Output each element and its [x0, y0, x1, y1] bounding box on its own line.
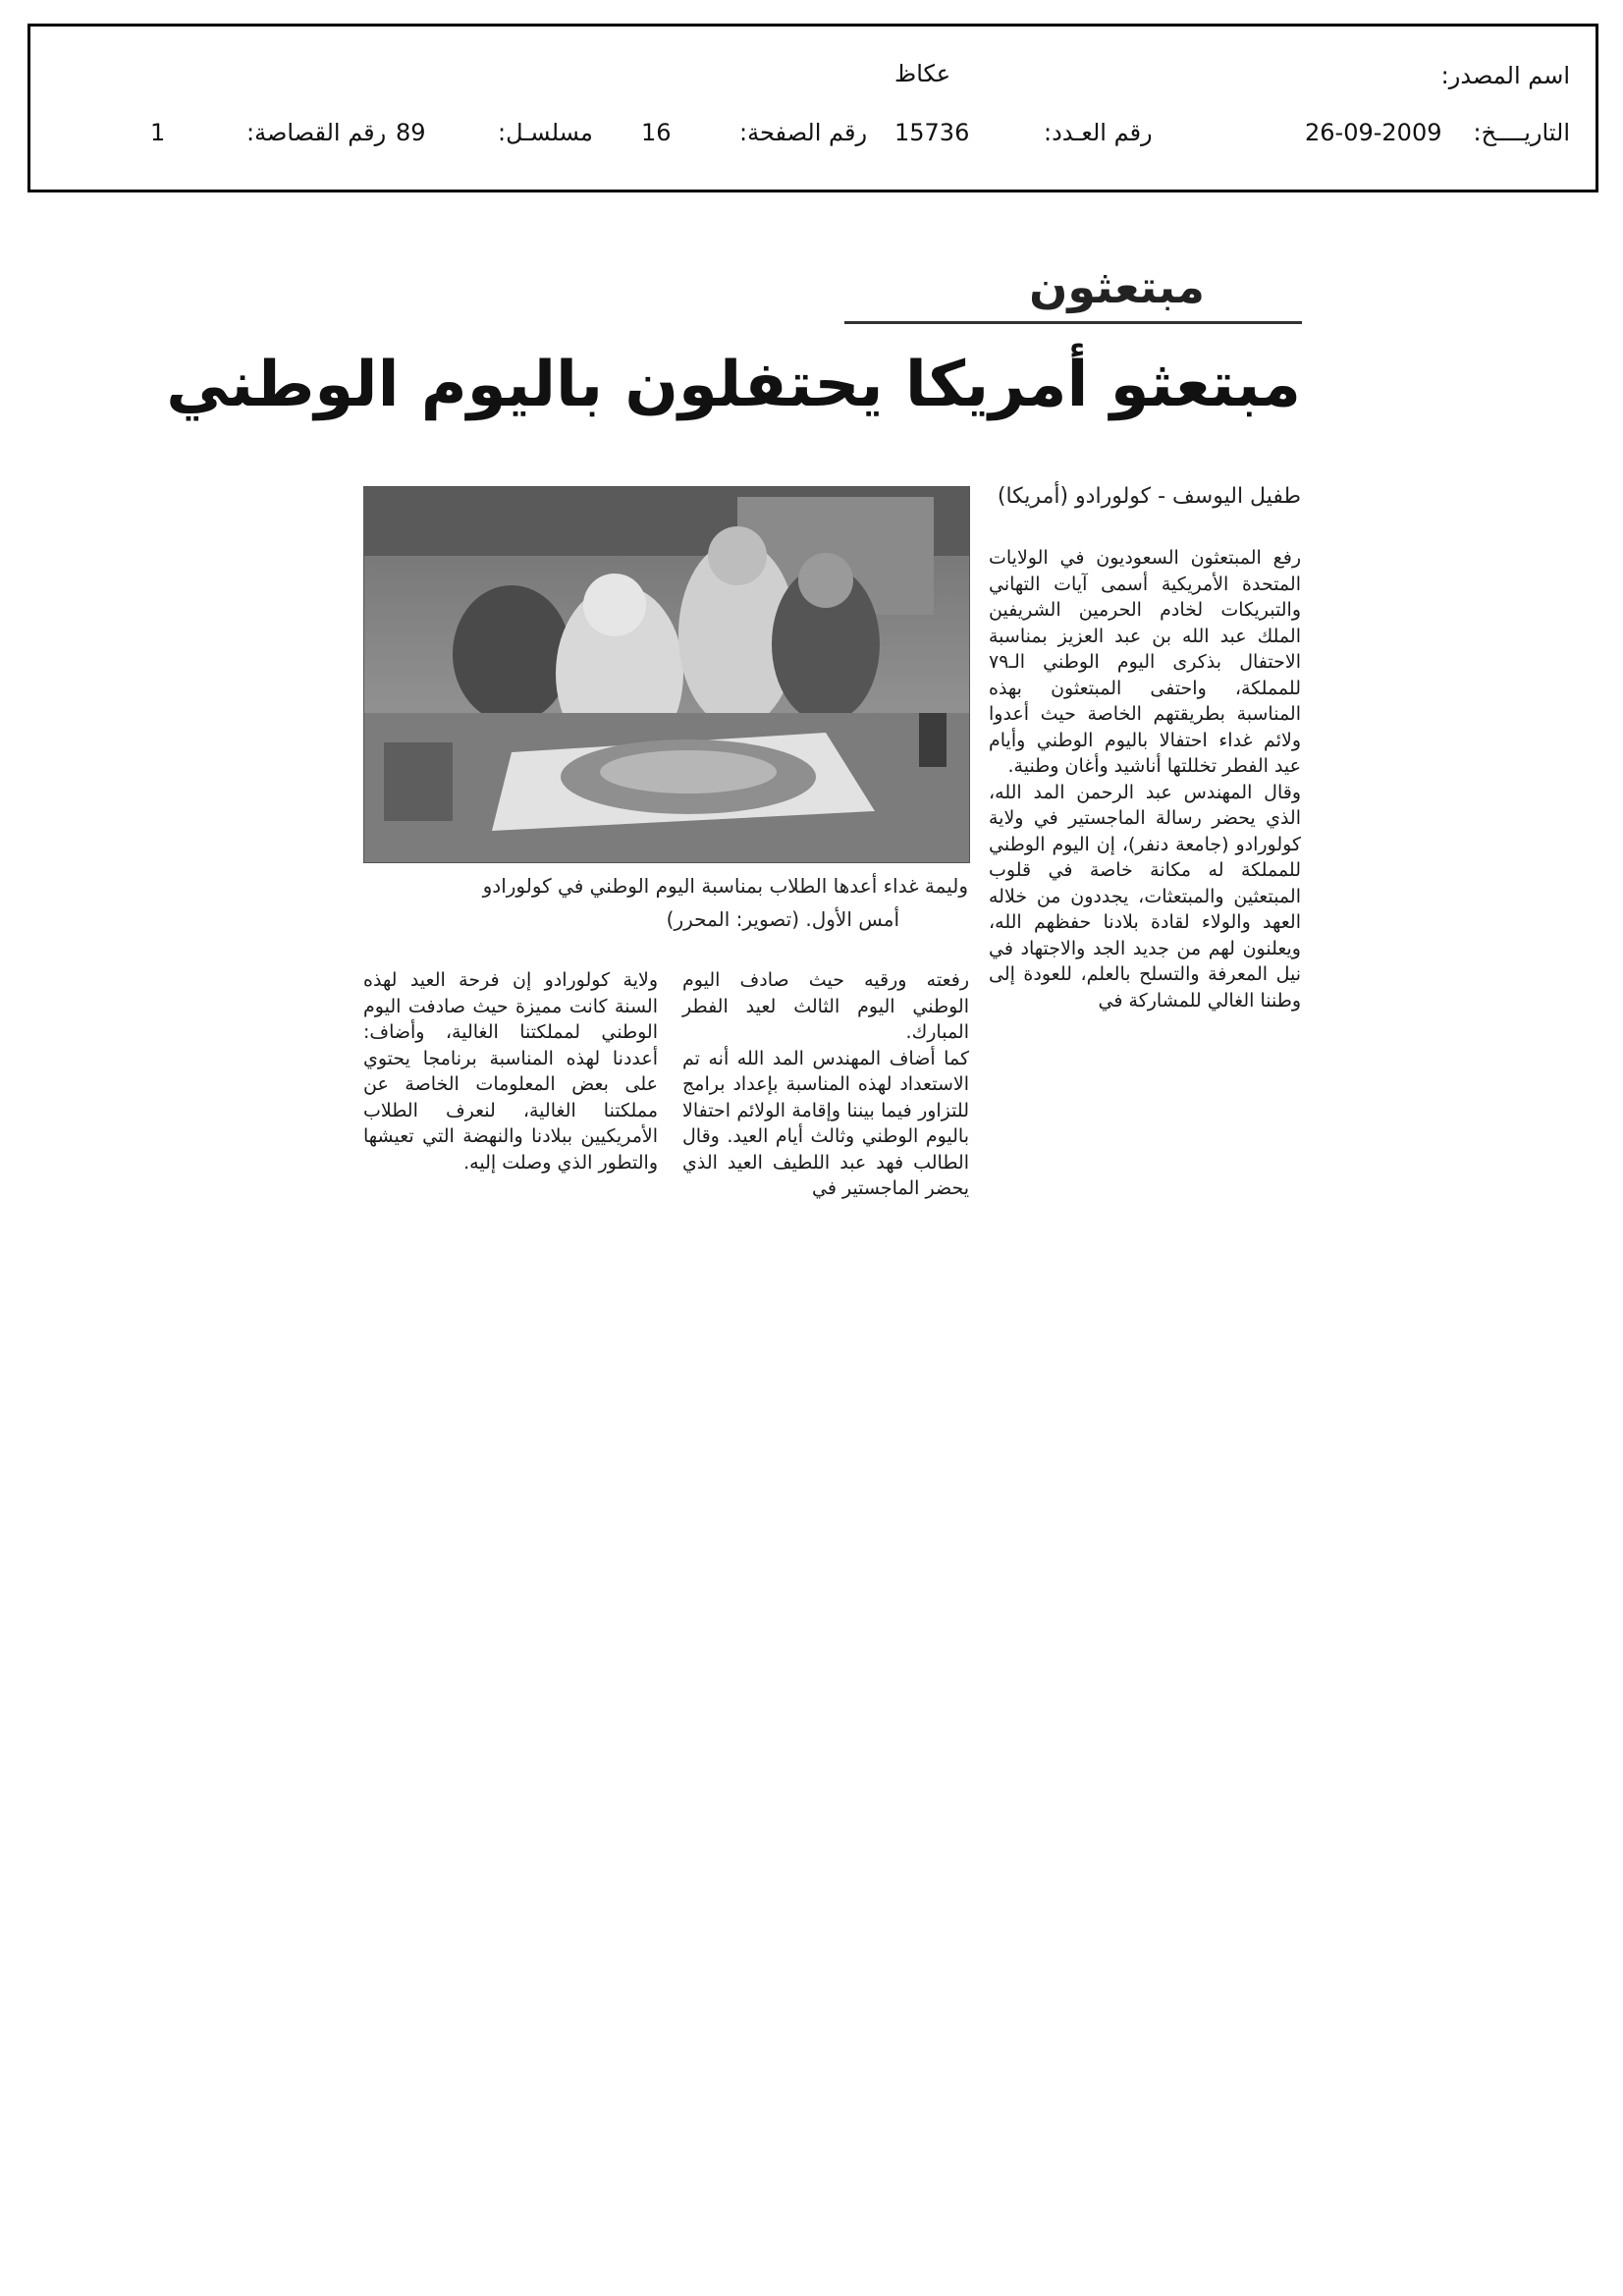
source-value: عكاظ	[894, 60, 951, 87]
photo-caption	[363, 869, 968, 936]
caption-line-1: وليمة غداء أعدها الطلاب بمناسبة اليوم الوطني في كولورادو	[482, 874, 968, 898]
newspaper-clipping	[166, 241, 1301, 1360]
date-label: التاريــــخ:	[1473, 119, 1570, 146]
article-column-left	[363, 967, 658, 1175]
paragraph: رفعته ورقيه حيث صادف اليوم الوطني اليوم الثالث لعيد الفطر المبارك.	[682, 969, 969, 1043]
section-divider	[844, 321, 1302, 324]
source-label: اسم المصدر:	[1440, 62, 1570, 89]
article-byline: طفيل اليوسف - كولورادو (أمريكا)	[997, 484, 1301, 509]
clip-number-label: رقم القصاصة:	[246, 119, 387, 146]
paragraph: كما أضاف المهندس المد الله أنه تم الاستعداد لهذه المناسبة بإعداد برامج للتزاور فيما بيننا وإقامة الولائم احتفالا باليوم الوطني وثالث أيام العيد. وقال الطالب فهد عبد اللطيف العيد الذي يحضر الماجستير في	[682, 1047, 969, 1199]
page-label: رقم الصفحة:	[739, 119, 868, 146]
page-value: 16	[641, 119, 672, 146]
serial-value: 89	[396, 119, 426, 146]
serial-label: مسلسـل:	[498, 119, 593, 146]
paragraph: رفع المبتعثون السعوديون في الولايات المتحدة الأمريكية أسمى آيات التهاني والتبريكات لخادم الحرمين الشريفين الملك عبد الله بن عبد العزيز بمناسبة الاحتفال بذكرى اليوم الوطني الـ٧٩ للمملكة، واحتفى المبتعثون بهذه المناسبة بطريقتهم الخاصة حيث أعدوا ولائم غداء احتفالا باليوم الوطني وأيام عيد الفطر تخللتها أناشيد وأغان وطنية.	[989, 547, 1301, 777]
paragraph: ولاية كولورادو إن فرحة العيد لهذه السنة كانت مميزة حيث صادفت اليوم الوطني لمملكتنا الغالية، وأضاف: أعددنا لهذه المناسبة برنامجا يحتوي على بعض المعلومات الخاصة عن مملكتنا الغالية، لنعرف الطلاب الأمريكيين ببلادنا والنهضة التي تعيشها والتطور الذي وصلت إليه.	[363, 969, 658, 1174]
article-photo	[363, 486, 970, 863]
section-title: مبتعثون	[1029, 260, 1205, 313]
caption-line-2: أمس الأول. (تصوير: المحرر)	[666, 907, 899, 931]
issue-label: رقم العـدد:	[1044, 119, 1153, 146]
article-column-middle	[682, 967, 969, 1202]
article-headline: مبتعثو أمريكا يحتفلون باليوم الوطني	[166, 349, 1301, 421]
clipping-header	[27, 24, 1598, 192]
article-column-right	[989, 545, 1301, 1013]
date-value: 26-09-2009	[1305, 119, 1442, 146]
issue-value: 15736	[894, 119, 970, 146]
banquet-photo-image	[364, 487, 969, 862]
clip-number-value: 1	[150, 119, 166, 146]
paragraph: وقال المهندس عبد الرحمن المد الله، الذي يحضر رسالة الماجستير في ولاية كولورادو (جامعة دنفر)، إن اليوم الوطني للمملكة له مكانة خاصة في قلوب المبتعثين والمبتعثات، يجددون من خلاله العهد والولاء لقادة بلادنا حفظهم الله، ويعلنون لهم من جديد الجد والاجتهاد في نيل المعرفة والتسلح بالعلم، للعودة إلى وطننا الغالي للمشاركة في	[989, 781, 1301, 1011]
